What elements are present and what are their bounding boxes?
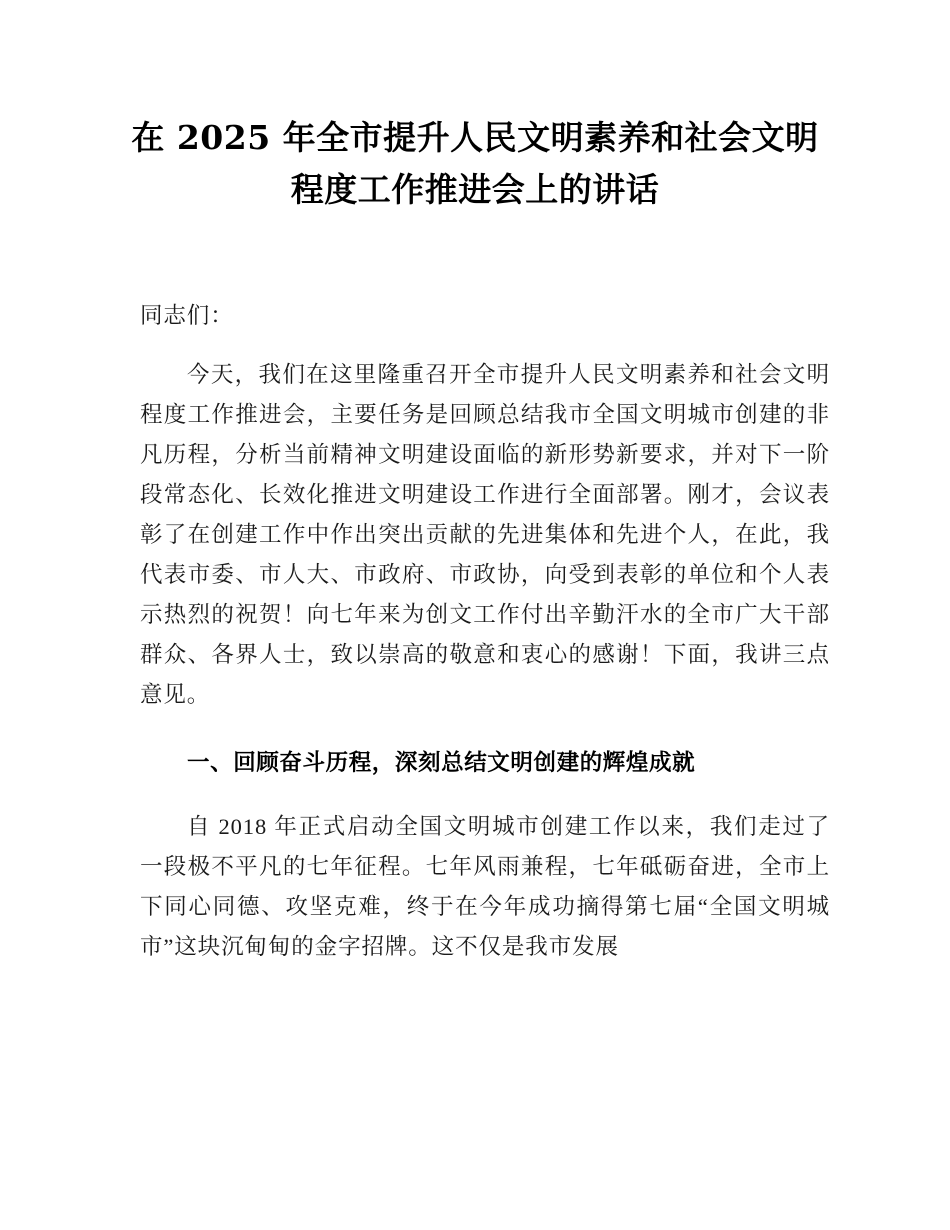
document-body [140, 296, 830, 967]
section-heading-block [140, 743, 830, 783]
section-heading-one: 一、回顾奋斗历程，深刻总结文明创建的辉煌成就 [187, 750, 696, 776]
page-title-line-1: 在 2025 年全市提升人民文明素养和社会文明 [131, 118, 819, 157]
page-title-line-2: 程度工作推进会上的讲话 [290, 170, 660, 209]
opening-paragraph: 今天，我们在这里隆重召开全市提升人民文明素养和社会文明程度工作推进会，主要任务是回顾总结我市全国文明城市创建的非凡历程，分析当前精神文明建设面临的新形势新要求，并对下一阶段常态化、长效化推进文明建设工作进行全面部署。刚才，会议表彰了在创建工作中作出突出贡献的先进集体和先进个人，在此，我代表市委、市人大、市政府、市政协，向受到表彰的单位和个人表示热烈的祝贺！向七年来为创文工作付出辛勤汗水的全市广大干部群众、各界人士，致以崇高的敬意和衷心的感谢！下面，我讲三点意见。 [140, 362, 830, 707]
section-one-paragraph: 自 2018 年正式启动全国文明城市创建工作以来，我们走过了一段极不平凡的七年征程。七年风雨兼程，七年砥砺奋进，全市上下同心同德、攻坚克难，终于在今年成功摘得第七届“全国文明城市”这块沉甸甸的金字招牌。这不仅是我市发展 [140, 814, 830, 959]
page-title [0, 112, 950, 216]
salutation-text: 同志们： [140, 303, 234, 328]
